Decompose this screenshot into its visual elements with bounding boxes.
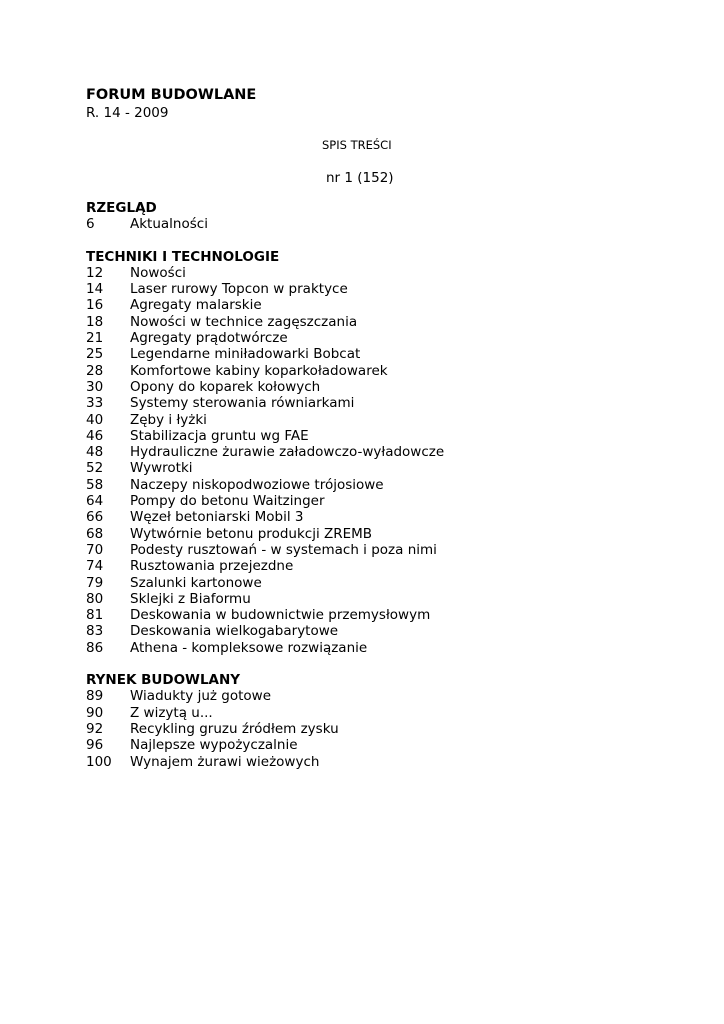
entry-title: Wynajem żurawi wieżowych xyxy=(130,753,320,770)
toc-entry xyxy=(86,493,646,509)
publication-title: FORUM BUDOWLANE xyxy=(86,87,257,103)
toc-entry xyxy=(86,721,646,737)
entry-page-number: 16 xyxy=(86,297,104,314)
toc-entry xyxy=(86,379,646,395)
entry-page-number: 64 xyxy=(86,493,104,510)
toc-entry xyxy=(86,737,646,753)
entry-page-number: 74 xyxy=(86,558,104,575)
entry-page-number: 21 xyxy=(86,330,104,347)
toc-entry xyxy=(86,575,646,591)
entry-page-number: 90 xyxy=(86,704,104,721)
toc-entry xyxy=(86,591,646,607)
entry-title: Aktualności xyxy=(130,216,208,233)
entry-title: Wiadukty już gotowe xyxy=(130,688,272,705)
entry-title: Sklejki z Biaformu xyxy=(130,590,251,607)
toc-entry xyxy=(86,314,646,330)
entry-title: Wywrotki xyxy=(130,460,193,477)
entry-page-number: 40 xyxy=(86,411,104,428)
entry-title: Wytwórnie betonu produkcji ZREMB xyxy=(130,525,373,542)
entry-title: Laser rurowy Topcon w praktyce xyxy=(130,281,348,298)
entry-title: Rusztowania przejezdne xyxy=(130,558,294,575)
entry-page-number: 14 xyxy=(86,281,104,298)
entry-page-number: 52 xyxy=(86,460,104,477)
entry-title: Naczepy niskopodwoziowe trójosiowe xyxy=(130,476,384,493)
publication-issue: R. 14 - 2009 xyxy=(86,105,169,121)
toc-entry xyxy=(86,607,646,623)
section-title: RZEGLĄD xyxy=(86,200,157,216)
toc-section xyxy=(86,249,646,656)
entry-title: Hydrauliczne żurawie załadowczo-wyładowcze xyxy=(130,444,445,461)
entry-title: Legendarne miniładowarki Bobcat xyxy=(130,346,361,363)
toc-entry xyxy=(86,346,646,362)
toc-entry xyxy=(86,330,646,346)
entry-page-number: 28 xyxy=(86,362,104,379)
entry-title: Zęby i łyżki xyxy=(130,411,207,428)
entry-title: Agregaty malarskie xyxy=(130,297,262,314)
toc-entry xyxy=(86,477,646,493)
toc-entry xyxy=(86,412,646,428)
entry-title: Systemy sterowania równiarkami xyxy=(130,395,355,412)
toc-heading: SPIS TREŚCI xyxy=(322,138,392,152)
entry-title: Nowości xyxy=(130,264,186,281)
toc-entry xyxy=(86,297,646,313)
entry-title: Nowości w technice zagęszczania xyxy=(130,313,358,330)
entry-page-number: 6 xyxy=(86,216,95,233)
section-title: TECHNIKI I TECHNOLOGIE xyxy=(86,248,280,265)
entry-title: Podesty rusztowań - w systemach i poza nimi xyxy=(130,541,437,558)
toc-entry xyxy=(86,526,646,542)
entry-page-number: 33 xyxy=(86,395,104,412)
entry-title: Najlepsze wypożyczalnie xyxy=(130,737,298,754)
entry-title: Pompy do betonu Waitzinger xyxy=(130,493,325,510)
toc-entry xyxy=(86,395,646,411)
toc-entry xyxy=(86,640,646,656)
entry-title: Athena - kompleksowe rozwiązanie xyxy=(130,639,368,656)
entry-page-number: 86 xyxy=(86,639,104,656)
entry-title: Stabilizacja gruntu wg FAE xyxy=(130,427,309,444)
entry-page-number: 83 xyxy=(86,623,104,640)
toc-section xyxy=(86,672,646,770)
toc-entry xyxy=(86,460,646,476)
entry-page-number: 81 xyxy=(86,607,104,624)
toc-entry xyxy=(86,705,646,721)
entry-title: Komfortowe kabiny koparkoładowarek xyxy=(130,362,388,379)
toc-entry xyxy=(86,509,646,525)
toc-entry xyxy=(86,216,646,232)
entry-title: Opony do koparek kołowych xyxy=(130,378,321,395)
toc-section xyxy=(86,200,646,233)
entry-page-number: 48 xyxy=(86,444,104,461)
toc-entry xyxy=(86,265,646,281)
issue-number: nr 1 (152) xyxy=(326,170,394,186)
toc-entry xyxy=(86,444,646,460)
toc-entry xyxy=(86,363,646,379)
entry-page-number: 96 xyxy=(86,737,104,754)
toc-entry xyxy=(86,623,646,639)
entry-page-number: 18 xyxy=(86,313,104,330)
table-of-contents xyxy=(86,200,646,786)
entry-title: Recykling gruzu źródłem zysku xyxy=(130,720,339,737)
entry-page-number: 79 xyxy=(86,574,104,591)
entry-page-number: 80 xyxy=(86,590,104,607)
entry-page-number: 25 xyxy=(86,346,104,363)
toc-entry xyxy=(86,558,646,574)
entry-title: Deskowania wielkogabarytowe xyxy=(130,623,339,640)
entry-title: Agregaty prądotwórcze xyxy=(130,330,288,347)
entry-page-number: 12 xyxy=(86,264,104,281)
entry-page-number: 30 xyxy=(86,378,104,395)
toc-entry xyxy=(86,542,646,558)
toc-entry xyxy=(86,754,646,770)
entry-page-number: 68 xyxy=(86,525,104,542)
section-title: RYNEK BUDOWLANY xyxy=(86,672,241,689)
entry-page-number: 66 xyxy=(86,509,104,526)
entry-page-number: 100 xyxy=(86,753,112,770)
entry-page-number: 58 xyxy=(86,476,104,493)
entry-title: Węzeł betoniarski Mobil 3 xyxy=(130,509,304,526)
toc-entry xyxy=(86,428,646,444)
entry-page-number: 46 xyxy=(86,427,104,444)
entry-title: Deskowania w budownictwie przemysłowym xyxy=(130,607,431,624)
entry-page-number: 92 xyxy=(86,720,104,737)
entry-page-number: 70 xyxy=(86,541,104,558)
entry-page-number: 89 xyxy=(86,688,104,705)
entry-title: Z wizytą u... xyxy=(130,704,213,721)
toc-entry xyxy=(86,688,646,704)
toc-entry xyxy=(86,281,646,297)
entry-title: Szalunki kartonowe xyxy=(130,574,262,591)
